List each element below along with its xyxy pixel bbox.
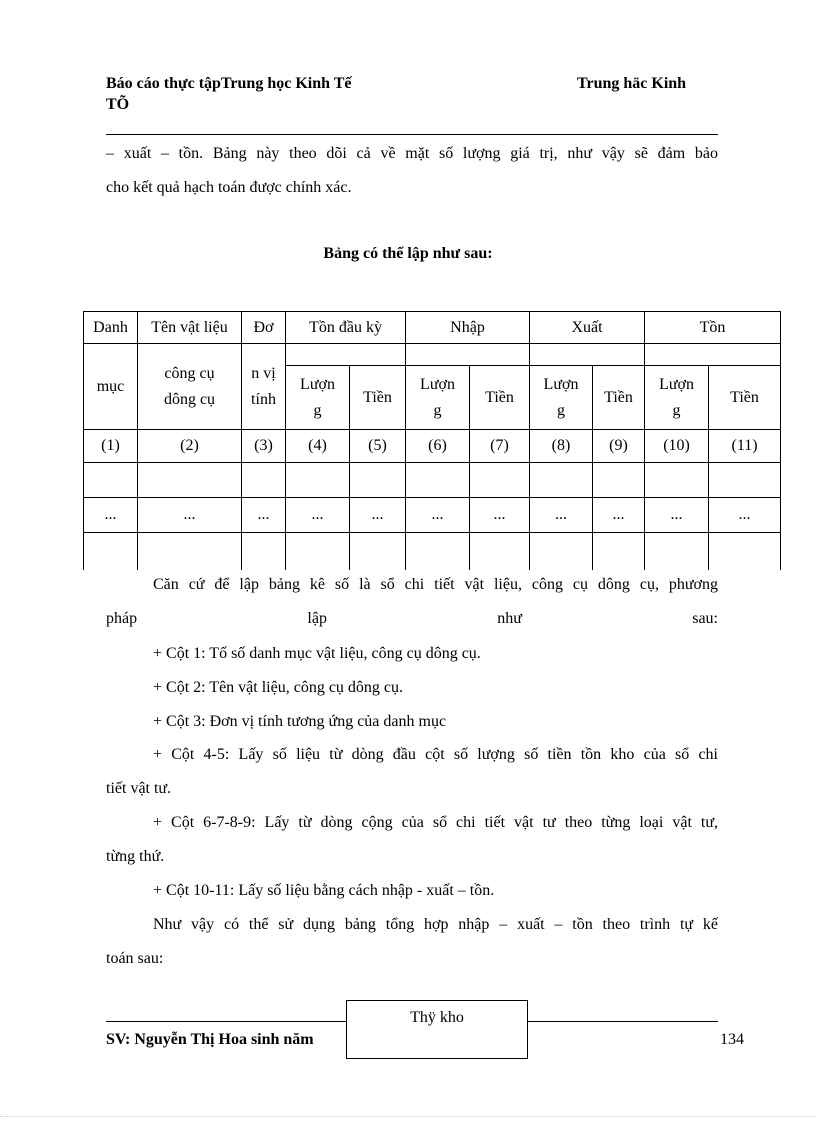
inventory-table	[83, 311, 781, 573]
final-paragraph-line-2: toán sau:	[106, 950, 164, 967]
header-spacer-ton	[645, 344, 781, 366]
overlay-text-box	[346, 1000, 528, 1059]
table-row-empty	[84, 463, 781, 498]
ellipsis-cell: ...	[709, 498, 781, 533]
header-title-left-cont: TÕ	[106, 96, 130, 113]
header-title-right: Trung häc Kinh	[577, 75, 687, 92]
p1-line-1: Căn cứ để lập bảng kê số là sổ chi tiết vật liệu, công cụ dông cụ, phương	[153, 576, 718, 593]
header-tien-7: Tiền	[470, 366, 530, 430]
overlay-box-label: Thÿ kho	[410, 1009, 464, 1026]
header-spacer-xuat	[530, 344, 645, 366]
ellipsis-cell: ...	[593, 498, 645, 533]
column-note-4-5: + Cột 4-5: Lấy số liệu từ dòng đầu cột số lượng số tiền tồn kho của sổ chi	[153, 746, 718, 763]
col-number: (2)	[138, 430, 242, 463]
header-danh: Danh	[84, 312, 138, 344]
header-cong-cu: công cụ dông cụ	[138, 344, 242, 430]
header-title-left: Báo cáo thực tậpTrung học Kinh Tế	[106, 75, 352, 92]
ellipsis-cell: ...	[406, 498, 470, 533]
intro-line-1: – xuất – tồn. Bảng này theo dõi cả về mặt số lượng giá trị, như vậy sẽ đảm bảo	[106, 145, 718, 162]
ellipsis-cell: ...	[242, 498, 286, 533]
p1-line-2: pháp lập như sau:	[106, 610, 718, 627]
header-tien-9: Tiền	[593, 366, 645, 430]
table-header-row-1	[84, 312, 781, 344]
table-number-row	[84, 430, 781, 463]
ellipsis-cell: ...	[84, 498, 138, 533]
col-number: (4)	[286, 430, 350, 463]
col-number: (10)	[645, 430, 709, 463]
header-tien-5: Tiền	[350, 366, 406, 430]
ellipsis-cell: ...	[530, 498, 593, 533]
ellipsis-cell: ...	[286, 498, 350, 533]
header-ten-vat-lieu: Tên vật liệu	[138, 312, 242, 344]
ellipsis-cell: ...	[350, 498, 406, 533]
ellipsis-cell: ...	[138, 498, 242, 533]
header-don: Đơ	[242, 312, 286, 344]
page-bottom-edge	[0, 1116, 816, 1117]
header-muc: mục	[84, 344, 138, 430]
footer-student: SV: Nguyễn Thị Hoa sinh năm	[106, 1031, 314, 1048]
col-number: (1)	[84, 430, 138, 463]
ellipsis-cell: ...	[645, 498, 709, 533]
header-nhap: Nhập	[406, 312, 530, 344]
column-note-6-9: + Cột 6-7-8-9: Lấy từ dòng cộng của sổ chi tiết vật tư theo từng loại vật tư,	[153, 814, 718, 831]
header-don-vi-tinh: n vị tính	[242, 344, 286, 430]
col-number: (6)	[406, 430, 470, 463]
table-row-truncated	[84, 533, 781, 573]
header-luong-4: Lượn g	[286, 366, 350, 430]
intro-line-2: cho kết quả hạch toán được chính xác.	[106, 179, 352, 196]
header-xuat: Xuất	[530, 312, 645, 344]
column-note-2: + Cột 2: Tên vật liệu, công cụ dông cụ.	[153, 679, 404, 696]
header-ton: Tồn	[645, 312, 781, 344]
header-luong-10: Lượn g	[645, 366, 709, 430]
header-luong-6: Lượn g	[406, 366, 470, 430]
header-rule	[106, 134, 718, 135]
table-title: Bảng có thể lập như sau:	[323, 245, 493, 262]
col-number: (11)	[709, 430, 781, 463]
column-note-10-11: + Cột 10-11: Lấy số liệu bằng cách nhập - xuất – tồn.	[153, 882, 495, 899]
header-tien-11: Tiền	[709, 366, 781, 430]
col-number: (8)	[530, 430, 593, 463]
header-ton-dau-ky: Tồn đầu kỳ	[286, 312, 406, 344]
column-note-1: + Cột 1: Tố số danh mục vật liệu, công cụ dông cụ.	[153, 645, 481, 662]
column-note-3: + Cột 3: Đơn vị tính tương ứng của danh mục	[153, 713, 447, 730]
ellipsis-cell: ...	[470, 498, 530, 533]
col-number: (9)	[593, 430, 645, 463]
header-spacer-nhap	[406, 344, 530, 366]
final-paragraph-line-1: Như vậy có thể sử dụng bảng tổng hợp nhập – xuất – tồn theo trình tự kế	[153, 916, 718, 933]
header-luong-8: Lượn g	[530, 366, 593, 430]
page-number: 134	[720, 1031, 744, 1048]
column-note-6-9-cont: từng thứ.	[106, 848, 165, 865]
column-note-4-5-cont: tiết vật tư.	[106, 780, 172, 797]
col-number: (3)	[242, 430, 286, 463]
header-spacer-ton-dau	[286, 344, 406, 366]
table-header-row-2	[84, 344, 781, 366]
table-row-ellipsis	[84, 498, 781, 533]
col-number: (7)	[470, 430, 530, 463]
col-number: (5)	[350, 430, 406, 463]
